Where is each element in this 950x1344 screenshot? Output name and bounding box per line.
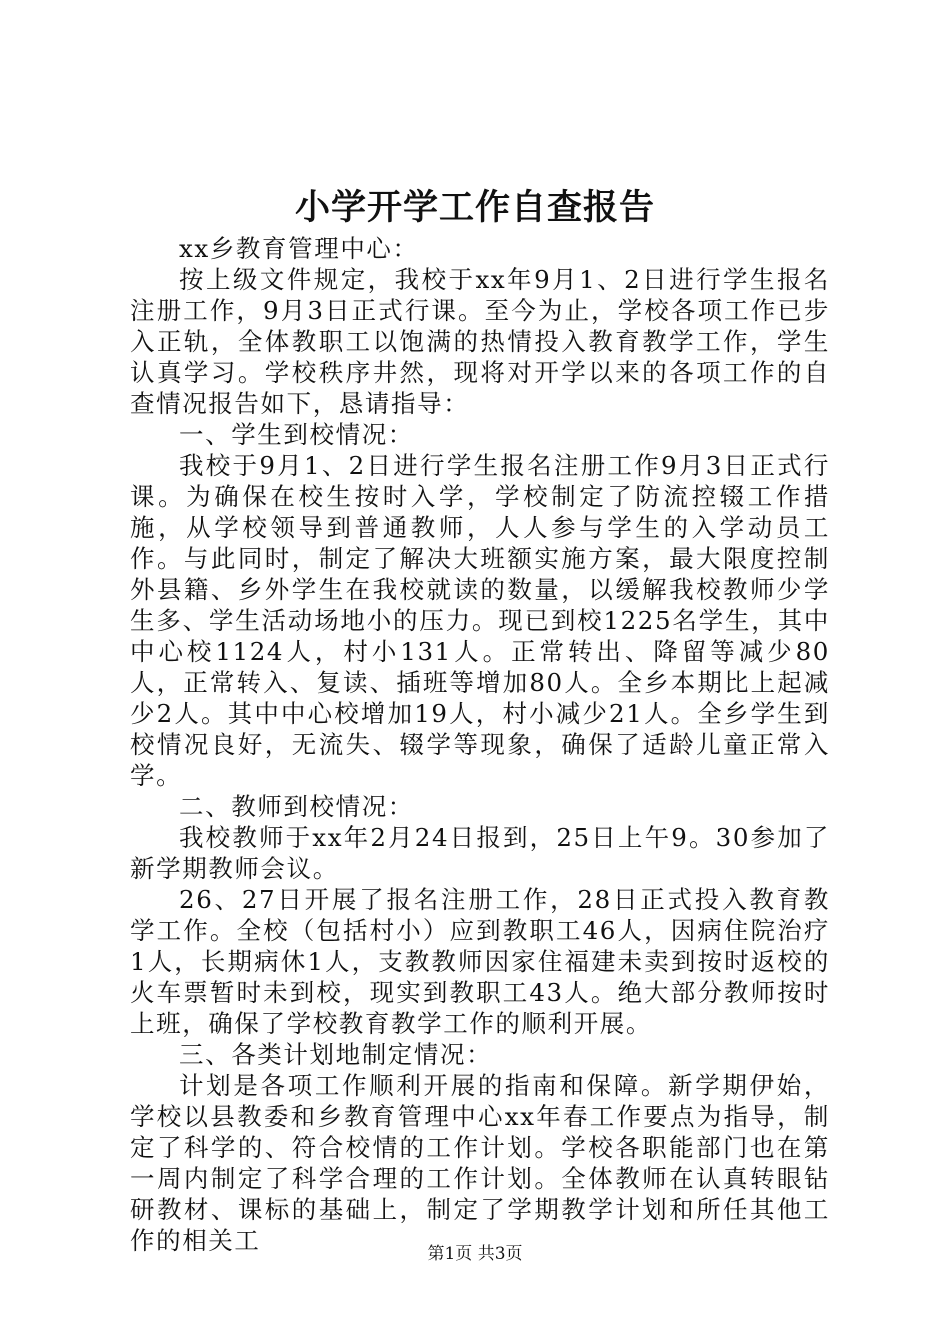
page-number: 第1页 共3页 (427, 1244, 523, 1264)
plans-paragraph: 计划是各项工作顺利开展的指南和保障。新学期伊始，学校以县教委和乡教育管理中心xx年春工作要点为指导，制定了科学的、符合校情的工作计划。学校各职能部门也在第一周内制定了科学合理的工作计划。全体教师在认真转眼钻研教材、课标的基础上，制定了学期教学计划和所任其他工作的相关工 (130, 1071, 830, 1255)
intro-paragraph: 按上级文件规定，我校于xx年9月1、2日进行学生报名注册工作，9月3日正式行课。至今为止，学校各项工作已步入正轨，全体教职工以饱满的热情投入教育教学工作，学生认真学习。学校秩序井然，现将对开学以来的各项工作的自查情况报告如下，恳请指导： (130, 265, 830, 418)
salutation: xx乡教育管理中心： (179, 234, 419, 263)
teachers-paragraph-continued: 26、27日开展了报名注册工作，28日正式投入教育教学工作。全校（包括村小）应到教职工46人，因病住院治疗1人，长期病休1人，支教教师因家住福建未卖到按时返校的火车票暂时未到校，现实到教职工43人。绝大部分教师按时上班，确保了学校教育教学工作的顺利开展。 (130, 885, 830, 1038)
document-body (130, 233, 830, 1256)
section-heading-students: 一、学生到校情况： (179, 420, 414, 449)
section-heading-plans: 三、各类计划地制定情况： (179, 1040, 493, 1069)
section-heading-teachers: 二、教师到校情况： (179, 792, 414, 821)
document-title: 小学开学工作自查报告 (294, 187, 655, 228)
students-paragraph: 我校于9月1、2日进行学生报名注册工作9月3日正式行课。为确保在校生按时入学，学校制定了防流控辍工作措施，从学校领导到普通教师，人人参与学生的入学动员工作。与此同时，制定了解决大班额实施方案，最大限度控制外县籍、乡外学生在我校就读的数量，以缓解我校教师少学生多、学生活动场地小的压力。现已到校1225名学生，其中中心校1124人，村小131人。正常转出、降留等减少80人，正常转入、复读、插班等增加80人。全乡本期比上起减少2人。其中中心校增加19人，村小减少21人。全乡学生到校情况良好，无流失、辍学等现象，确保了适龄儿童正常入学。 (130, 451, 830, 790)
teachers-paragraph: 我校教师于xx年2月24日报到，25日上午9。30参加了新学期教师会议。 (130, 823, 830, 883)
